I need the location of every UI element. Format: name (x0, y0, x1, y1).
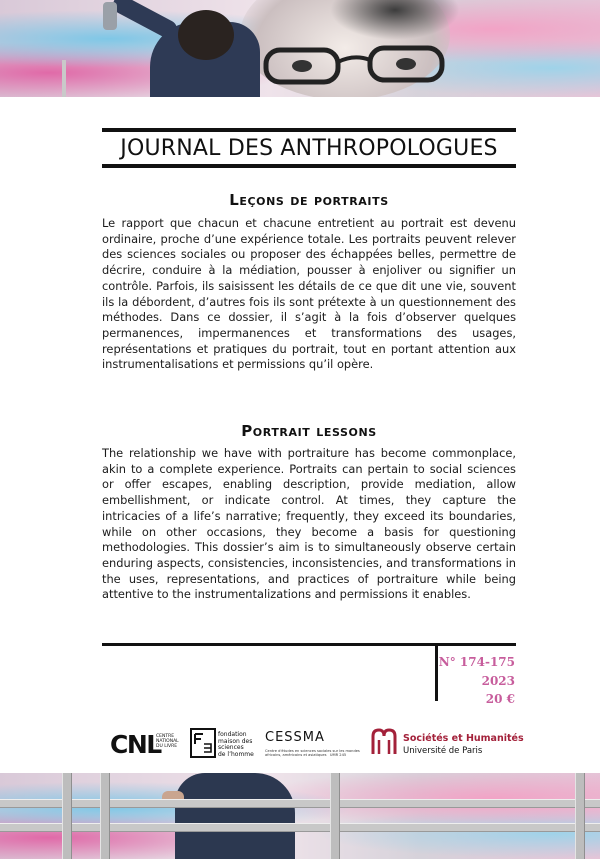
scaffold-pole (62, 60, 66, 97)
societes-humanites-title: Sociétés et Humanités (403, 733, 524, 744)
journal-title: JOURNAL DES ANTHROPOLOGUES (120, 136, 498, 161)
english-heading: Portrait lessons (241, 422, 377, 440)
cessma-logo-text: Centre d'études en sciences sociales sur les mondes africains, américains et asiatiques UMR 245 (265, 749, 360, 757)
issue-year: 2023 (481, 674, 515, 688)
english-paragraph: The relationship we have with portraiture has become commonplace, akin to a complete experience. Portraits can pertain to social sciences or offer escapes, enabling description, provide mediation, allow embellishment, or indicate control. At times, they capture the intricacies of a life’s narrative; frequently, they exceed its boundaries, while on other occasions, they become a basis for questioning methodologies. This dossier’s aim is to simultaneously observe certain enduring aspects, consistencies, inconsistencies, and transformations in the uses, representations, and practices of portraiture while being attentive to the instrumentalizations and permissions it enables. (102, 446, 516, 602)
mural-hair (330, 0, 460, 40)
fmsh-mark-icon (190, 728, 216, 758)
scaffold-post (100, 773, 110, 859)
societes-humanites-logo (371, 724, 524, 764)
cnl-logo-text: CENTRE NATIONAL DU LIVRE (156, 734, 179, 749)
fmsh-logo-text: fondation maison des sciences de l’homme (218, 731, 254, 758)
universite-paris-label: Université de Paris (403, 746, 483, 756)
cnl-logo-mark: CNL (110, 730, 161, 759)
fmsh-logo (190, 724, 270, 764)
scaffold-post (62, 773, 72, 859)
university-building-icon (371, 728, 397, 756)
scaffold-post (575, 773, 585, 859)
footer-rule (102, 643, 516, 646)
scaffold-rail (0, 799, 600, 808)
footer-vertical-rule (435, 646, 438, 701)
issue-number: N° 174-175 (438, 655, 515, 669)
title-rule-bottom (102, 164, 516, 168)
cessma-logo (265, 724, 360, 764)
cessma-logo-mark: CESSMA (265, 730, 325, 745)
cover-photo-bottom (0, 773, 600, 859)
painter-head (178, 10, 234, 60)
scaffold-rail (0, 823, 600, 832)
issue-price: 20 € (485, 692, 515, 706)
mural-glasses (258, 40, 458, 90)
cnl-logo (110, 724, 190, 764)
french-heading: Leçons de portraits (229, 191, 389, 209)
title-rule-top (102, 128, 516, 132)
cover-photo-top (0, 0, 600, 97)
worker-figure (175, 773, 295, 859)
spray-can (103, 2, 117, 30)
scaffold-post (330, 773, 340, 859)
french-paragraph: Le rapport que chacun et chacune entretient au portrait est devenu ordinaire, proche d’une expérience totale. Les portraits peuvent relever des sciences sociales ou proposer des échappées belles, permettre de décrire, conduire à la médiation, pousser à enjoliver ou signifier un contrôle. Parfois, ils saisissent les détails de ce que dit une vie, souvent ils la débordent, d’autres fois ils sont prétexte à un questionnement des méthodes. Dans ce dossier, il s’agit à la fois d’observer quelques permanences, impermanences et transformations des usages, représentations et pratiques du portrait, tout en portant attention aux instrumentalisations et permissions qu’il opère. (102, 216, 516, 372)
